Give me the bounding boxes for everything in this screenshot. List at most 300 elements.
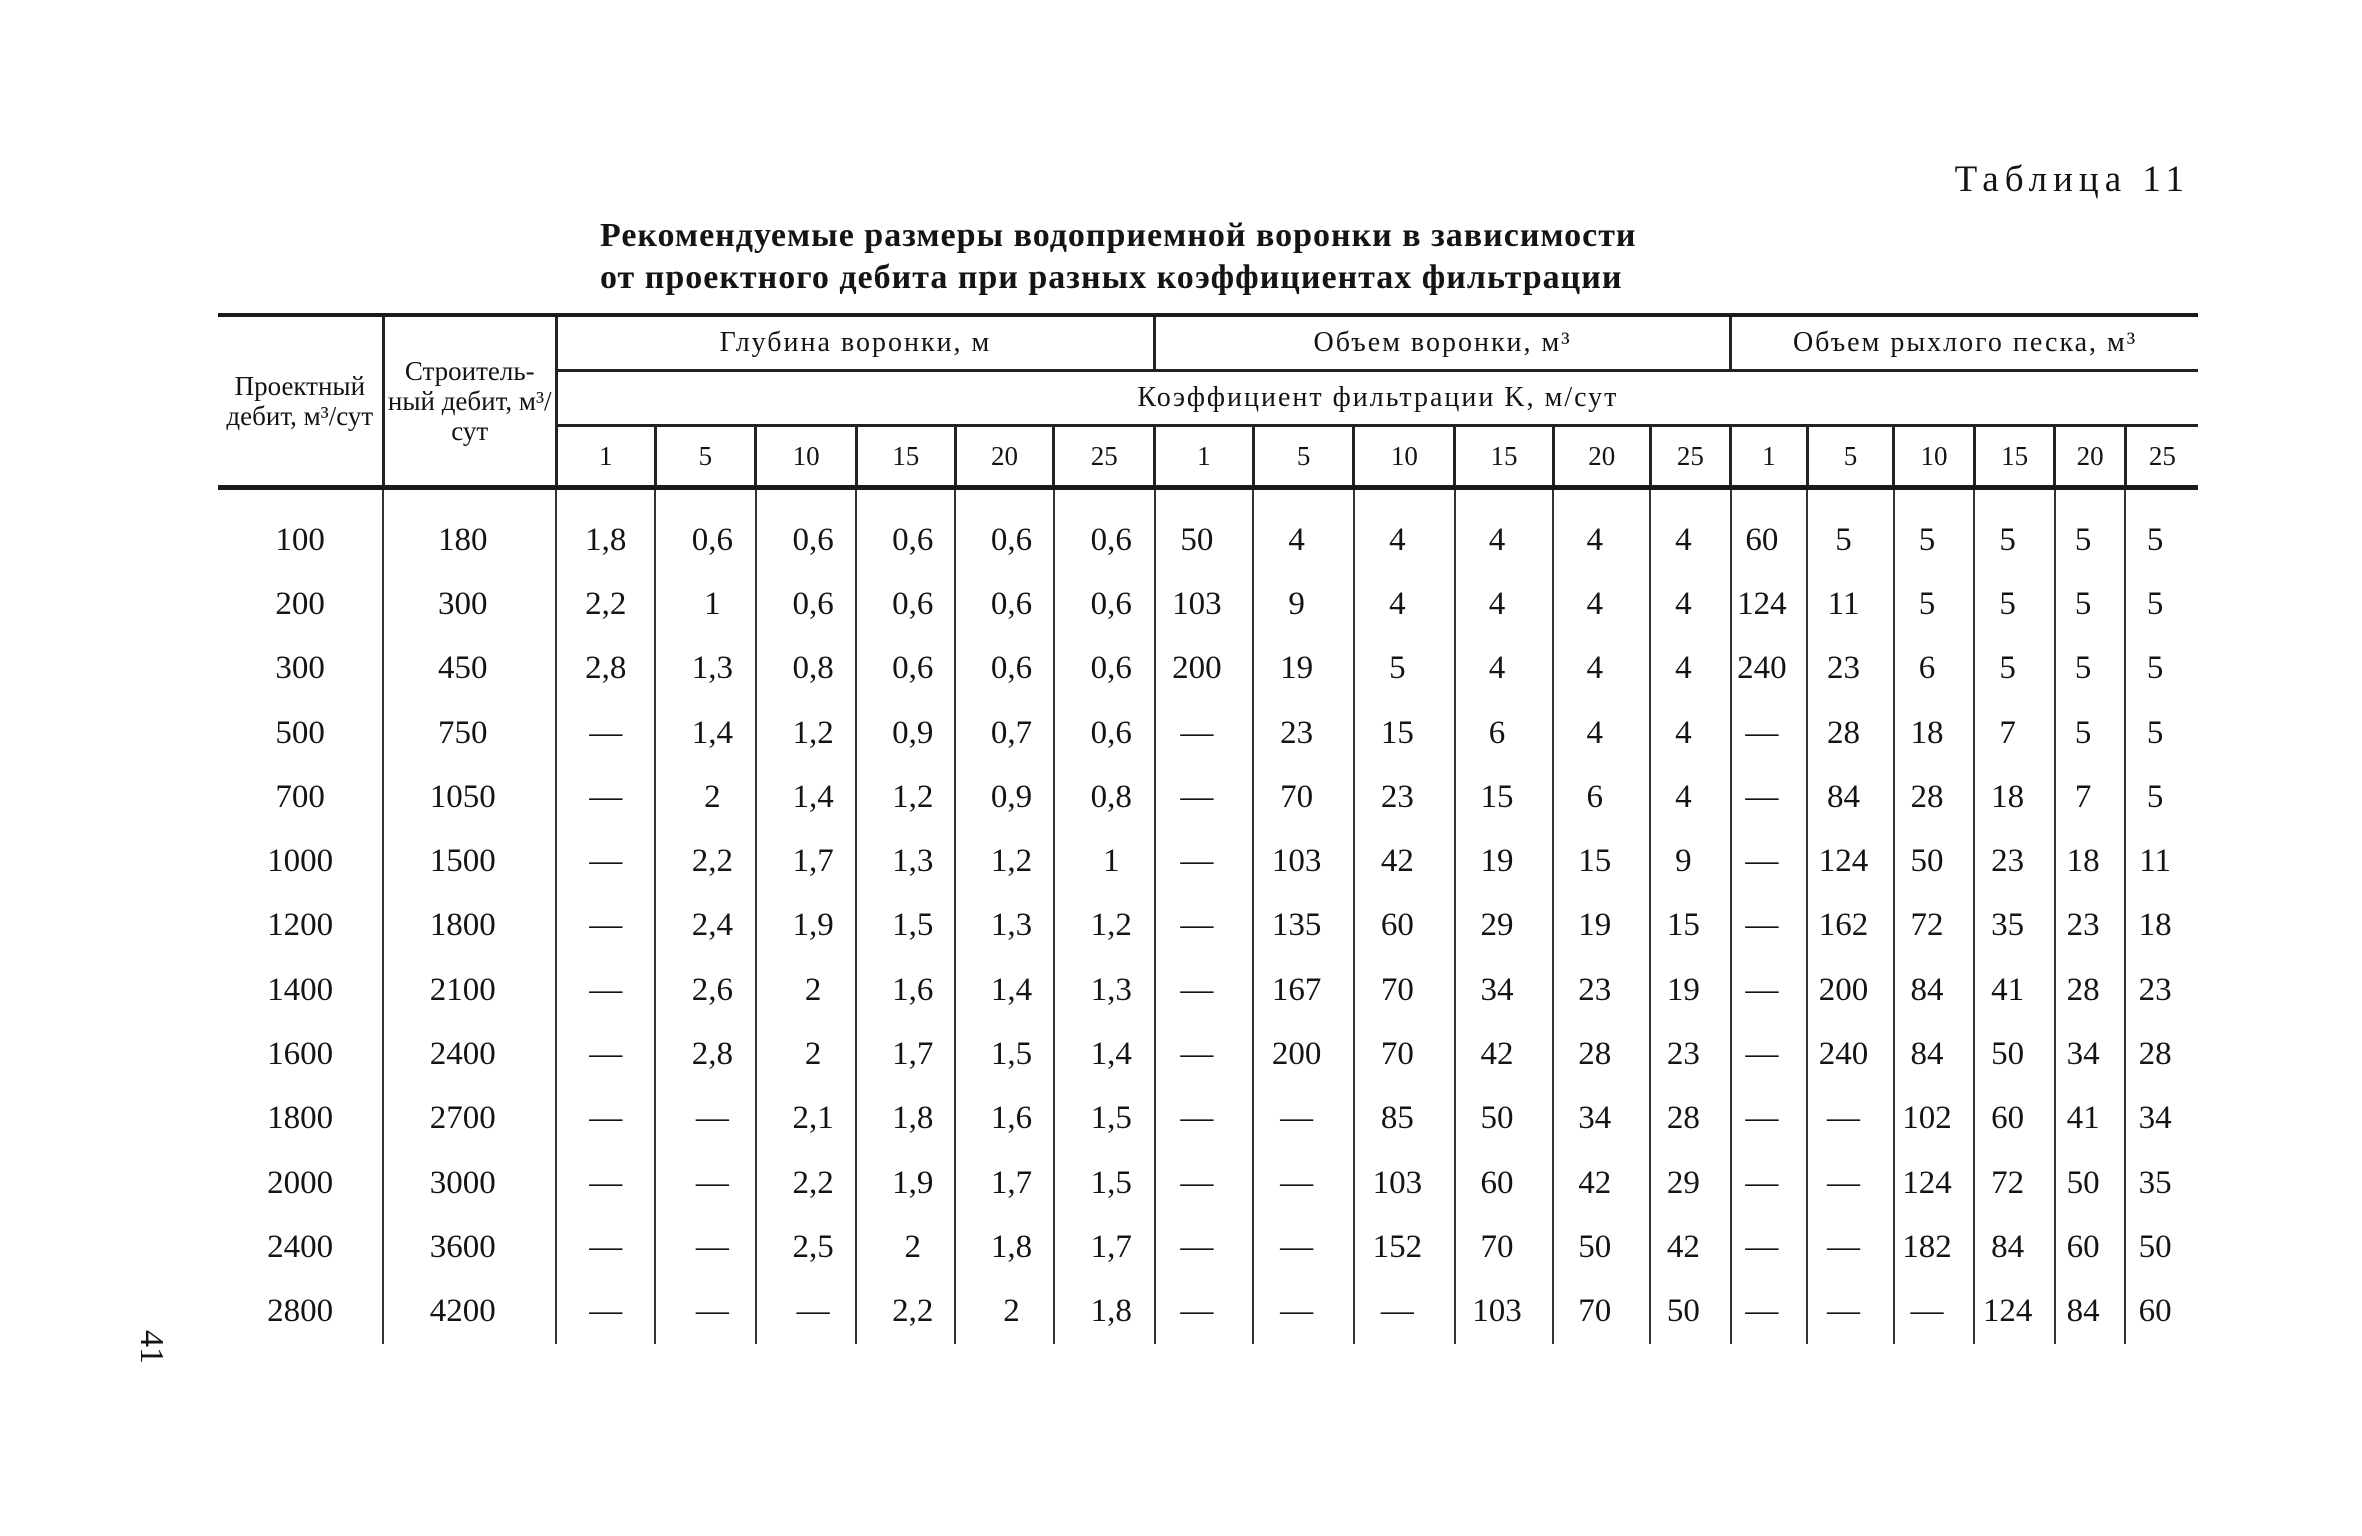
sand-cell: 72 <box>1974 1151 2055 1215</box>
depth-cell: 1,2 <box>955 829 1054 893</box>
sand-cell: 18 <box>2055 829 2125 893</box>
volume-cell: 60 <box>1455 1151 1554 1215</box>
volume-cell: 42 <box>1455 1022 1554 1086</box>
sand-cell: — <box>1731 1087 1808 1151</box>
header-project-flow: Проектный дебит, м³/сут <box>218 315 383 488</box>
project-flow-cell: 200 <box>275 585 325 622</box>
depth-cell: 1,6 <box>856 958 955 1022</box>
sand-cell: 84 <box>1974 1215 2055 1279</box>
table-row <box>218 488 2198 573</box>
sand-cell: 72 <box>1894 894 1975 958</box>
k-value: 1 <box>556 426 655 488</box>
depth-cell: 2 <box>756 1022 857 1086</box>
depth-cell: 1,4 <box>756 765 857 829</box>
sand-cell: 28 <box>1807 701 1894 765</box>
table-row <box>218 1087 2198 1151</box>
depth-cell: 2,2 <box>556 572 655 636</box>
depth-cell: 2,8 <box>655 1022 756 1086</box>
sand-cell: 5 <box>2125 488 2198 573</box>
sand-cell: 124 <box>1974 1280 2055 1344</box>
depth-cell: 1,2 <box>1054 894 1155 958</box>
volume-cell: 15 <box>1650 894 1731 958</box>
depth-cell: — <box>756 1280 857 1344</box>
sand-cell: 5 <box>2055 637 2125 701</box>
table-row <box>218 958 2198 1022</box>
volume-cell: — <box>1253 1087 1354 1151</box>
depth-cell: 2,8 <box>556 637 655 701</box>
k-value: 1 <box>1155 426 1254 488</box>
depth-cell: — <box>556 701 655 765</box>
sand-cell: 34 <box>2055 1022 2125 1086</box>
sand-cell: — <box>1807 1151 1894 1215</box>
sand-cell: — <box>1731 894 1808 958</box>
depth-cell: 1,2 <box>756 701 857 765</box>
depth-cell: 0,6 <box>1054 488 1155 573</box>
depth-cell: 1,4 <box>955 958 1054 1022</box>
depth-cell: 0,6 <box>1054 572 1155 636</box>
volume-cell: 4 <box>1253 488 1354 573</box>
volume-cell: 23 <box>1253 701 1354 765</box>
sand-cell: 124 <box>1807 829 1894 893</box>
sand-cell: 50 <box>2055 1151 2125 1215</box>
depth-cell: 1 <box>1054 829 1155 893</box>
volume-cell: — <box>1155 894 1254 958</box>
sand-cell: 84 <box>1807 765 1894 829</box>
sand-cell: 5 <box>2125 572 2198 636</box>
sand-cell: 11 <box>2125 829 2198 893</box>
volume-cell: 42 <box>1553 1151 1650 1215</box>
depth-cell: 0,6 <box>756 572 857 636</box>
volume-cell: 167 <box>1253 958 1354 1022</box>
project-flow-cell: 1600 <box>267 1036 334 1073</box>
sand-cell: 5 <box>2055 701 2125 765</box>
depth-cell: — <box>556 1280 655 1344</box>
sand-cell: 5 <box>1894 572 1975 636</box>
volume-cell: — <box>1155 1280 1254 1344</box>
sand-cell: — <box>1807 1087 1894 1151</box>
project-flow-cell: 1200 <box>267 907 334 944</box>
volume-cell: 50 <box>1155 488 1254 573</box>
k-value: 20 <box>2055 426 2125 488</box>
construction-flow-cell: 1500 <box>383 829 556 893</box>
table-row <box>218 1215 2198 1279</box>
project-flow-cell: 2400 <box>267 1228 334 1265</box>
header-coefficient: Коэффициент фильтрации K, м/сут <box>556 371 2198 426</box>
volume-cell: 23 <box>1650 1022 1731 1086</box>
volume-cell: — <box>1155 1022 1254 1086</box>
sand-cell: — <box>1731 829 1808 893</box>
k-value: 5 <box>655 426 756 488</box>
volume-cell: 70 <box>1354 1022 1455 1086</box>
sand-cell: 34 <box>2125 1087 2198 1151</box>
depth-cell: 1,3 <box>856 829 955 893</box>
sand-cell: 84 <box>2055 1280 2125 1344</box>
sand-cell: 35 <box>1974 894 2055 958</box>
sand-cell: — <box>1731 1280 1808 1344</box>
header-construction-flow: Строитель-ный дебит, м³/сут <box>383 315 556 488</box>
depth-cell: — <box>556 829 655 893</box>
sand-cell: 5 <box>1974 572 2055 636</box>
depth-cell: 2,2 <box>756 1151 857 1215</box>
construction-flow-cell: 450 <box>383 637 556 701</box>
volume-cell: — <box>1253 1280 1354 1344</box>
depth-cell: 1,4 <box>655 701 756 765</box>
volume-cell: 4 <box>1354 572 1455 636</box>
depth-cell: — <box>556 1151 655 1215</box>
project-flow-cell: 100 <box>275 521 325 558</box>
depth-cell: 0,6 <box>856 572 955 636</box>
sand-cell: 5 <box>2055 572 2125 636</box>
volume-cell: 23 <box>1354 765 1455 829</box>
volume-cell: 4 <box>1553 488 1650 573</box>
depth-cell: 0,6 <box>955 488 1054 573</box>
volume-cell: 15 <box>1455 765 1554 829</box>
volume-cell: 6 <box>1553 765 1650 829</box>
volume-cell: — <box>1155 1151 1254 1215</box>
sand-cell: 124 <box>1731 572 1808 636</box>
sand-cell: 23 <box>1974 829 2055 893</box>
sand-cell: 5 <box>1974 488 2055 573</box>
sand-cell: 5 <box>2125 765 2198 829</box>
volume-cell: 19 <box>1253 637 1354 701</box>
volume-cell: 42 <box>1354 829 1455 893</box>
depth-cell: 1,8 <box>955 1215 1054 1279</box>
sand-cell: 60 <box>1731 488 1808 573</box>
depth-cell: — <box>556 765 655 829</box>
sand-cell: — <box>1731 958 1808 1022</box>
k-value: 15 <box>1455 426 1554 488</box>
volume-cell: 50 <box>1650 1280 1731 1344</box>
depth-cell: 2 <box>856 1215 955 1279</box>
depth-cell: 1,8 <box>556 488 655 573</box>
depth-cell: 1,3 <box>655 637 756 701</box>
sand-cell: — <box>1731 1151 1808 1215</box>
volume-cell: 29 <box>1455 894 1554 958</box>
volume-cell: 9 <box>1650 829 1731 893</box>
table-row <box>218 701 2198 765</box>
sand-cell: 5 <box>2125 701 2198 765</box>
depth-cell: 1,9 <box>756 894 857 958</box>
table-body <box>218 488 2198 1344</box>
k-value: 15 <box>856 426 955 488</box>
depth-cell: 1,7 <box>856 1022 955 1086</box>
depth-cell: — <box>655 1215 756 1279</box>
sand-cell: — <box>1894 1280 1975 1344</box>
depth-cell: — <box>655 1151 756 1215</box>
depth-cell: — <box>556 958 655 1022</box>
depth-cell: 1,6 <box>955 1087 1054 1151</box>
table-row <box>218 829 2198 893</box>
volume-cell: 103 <box>1253 829 1354 893</box>
sand-cell: 18 <box>1894 701 1975 765</box>
depth-cell: 2,4 <box>655 894 756 958</box>
volume-cell: 15 <box>1553 829 1650 893</box>
volume-cell: 152 <box>1354 1215 1455 1279</box>
volume-cell: 4 <box>1650 701 1731 765</box>
sand-cell: 23 <box>1807 637 1894 701</box>
depth-cell: 0,7 <box>955 701 1054 765</box>
construction-flow-cell: 3000 <box>383 1151 556 1215</box>
sand-cell: 6 <box>1894 637 1975 701</box>
construction-flow-cell: 1050 <box>383 765 556 829</box>
depth-cell: 1,5 <box>1054 1087 1155 1151</box>
volume-cell: — <box>1155 829 1254 893</box>
project-flow-cell: 500 <box>275 714 325 751</box>
sand-cell: 23 <box>2055 894 2125 958</box>
sand-cell: 5 <box>1974 637 2055 701</box>
volume-cell: 9 <box>1253 572 1354 636</box>
header-depth-group: Глубина воронки, м <box>556 315 1154 371</box>
construction-flow-cell: 2700 <box>383 1087 556 1151</box>
depth-cell: 2,6 <box>655 958 756 1022</box>
volume-cell: 200 <box>1253 1022 1354 1086</box>
volume-cell: 4 <box>1553 572 1650 636</box>
depth-cell: — <box>556 1215 655 1279</box>
volume-cell: 4 <box>1553 637 1650 701</box>
depth-cell: 1,7 <box>756 829 857 893</box>
data-table <box>218 313 2198 1344</box>
depth-cell: — <box>556 894 655 958</box>
table-caption <box>600 215 1637 299</box>
table-row <box>218 1022 2198 1086</box>
sand-cell: 41 <box>1974 958 2055 1022</box>
sand-cell: 23 <box>2125 958 2198 1022</box>
sand-cell: 5 <box>2125 637 2198 701</box>
depth-cell: 0,6 <box>856 637 955 701</box>
table-row <box>218 1280 2198 1344</box>
sand-cell: — <box>1807 1280 1894 1344</box>
construction-flow-cell: 180 <box>383 488 556 573</box>
sand-cell: 28 <box>2055 958 2125 1022</box>
sand-cell: 240 <box>1807 1022 1894 1086</box>
sand-cell: 84 <box>1894 958 1975 1022</box>
volume-cell: 103 <box>1354 1151 1455 1215</box>
volume-cell: 29 <box>1650 1151 1731 1215</box>
table-row <box>218 637 2198 701</box>
volume-cell: 70 <box>1553 1280 1650 1344</box>
sand-cell: 41 <box>2055 1087 2125 1151</box>
volume-cell: 85 <box>1354 1087 1455 1151</box>
depth-cell: 0,6 <box>655 488 756 573</box>
k-value: 15 <box>1974 426 2055 488</box>
depth-cell: 1,8 <box>1054 1280 1155 1344</box>
volume-cell: 4 <box>1455 637 1554 701</box>
volume-cell: — <box>1354 1280 1455 1344</box>
k-value: 10 <box>1354 426 1455 488</box>
depth-cell: 0,6 <box>856 488 955 573</box>
volume-cell: 70 <box>1354 958 1455 1022</box>
depth-cell: — <box>655 1087 756 1151</box>
sand-cell: 60 <box>1974 1087 2055 1151</box>
k-value: 25 <box>2125 426 2198 488</box>
volume-cell: 70 <box>1253 765 1354 829</box>
depth-cell: 1,3 <box>955 894 1054 958</box>
volume-cell: 19 <box>1455 829 1554 893</box>
construction-flow-cell: 3600 <box>383 1215 556 1279</box>
table-row <box>218 894 2198 958</box>
depth-cell: 0,6 <box>955 572 1054 636</box>
depth-cell: 2 <box>655 765 756 829</box>
volume-cell: — <box>1253 1151 1354 1215</box>
depth-cell: 1,5 <box>955 1022 1054 1086</box>
sand-cell: 5 <box>1807 488 1894 573</box>
depth-cell: 1,5 <box>856 894 955 958</box>
volume-cell: 4 <box>1354 488 1455 573</box>
construction-flow-cell: 2100 <box>383 958 556 1022</box>
sand-cell: 5 <box>1894 488 1975 573</box>
volume-cell: — <box>1155 1215 1254 1279</box>
volume-cell: 60 <box>1354 894 1455 958</box>
volume-cell: 5 <box>1354 637 1455 701</box>
caption-line-1: Рекомендуемые размеры водоприемной воронки в зависимости <box>600 217 1637 254</box>
volume-cell: — <box>1155 958 1254 1022</box>
depth-cell: 0,6 <box>756 488 857 573</box>
volume-cell: 4 <box>1650 488 1731 573</box>
volume-cell: 50 <box>1553 1215 1650 1279</box>
depth-cell: 1,5 <box>1054 1151 1155 1215</box>
construction-flow-cell: 300 <box>383 572 556 636</box>
sand-cell: 28 <box>2125 1022 2198 1086</box>
volume-cell: — <box>1155 1087 1254 1151</box>
sand-cell: — <box>1731 1215 1808 1279</box>
sand-cell: 84 <box>1894 1022 1975 1086</box>
project-flow-cell: 1800 <box>267 1100 334 1137</box>
sand-cell: 5 <box>2055 488 2125 573</box>
volume-cell: — <box>1155 701 1254 765</box>
depth-cell: 1,2 <box>856 765 955 829</box>
volume-cell: 200 <box>1155 637 1254 701</box>
sand-cell: 200 <box>1807 958 1894 1022</box>
volume-cell: 135 <box>1253 894 1354 958</box>
volume-cell: 103 <box>1455 1280 1554 1344</box>
sand-cell: 7 <box>1974 701 2055 765</box>
sand-cell: — <box>1731 701 1808 765</box>
volume-cell: 4 <box>1650 765 1731 829</box>
volume-cell: — <box>1253 1215 1354 1279</box>
sand-cell: 50 <box>1894 829 1975 893</box>
k-value: 20 <box>955 426 1054 488</box>
table-row <box>218 765 2198 829</box>
sand-cell: 50 <box>1974 1022 2055 1086</box>
depth-cell: 1,9 <box>856 1151 955 1215</box>
k-value: 5 <box>1253 426 1354 488</box>
sand-cell: 182 <box>1894 1215 1975 1279</box>
depth-cell: 2,2 <box>655 829 756 893</box>
depth-cell: 1,7 <box>1054 1215 1155 1279</box>
sand-cell: 162 <box>1807 894 1894 958</box>
volume-cell: 19 <box>1553 894 1650 958</box>
project-flow-cell: 1000 <box>267 843 334 880</box>
depth-cell: 0,8 <box>756 637 857 701</box>
depth-cell: 2 <box>955 1280 1054 1344</box>
volume-cell: 4 <box>1455 488 1554 573</box>
page-number: 41 <box>133 1330 170 1364</box>
sand-cell: 60 <box>2055 1215 2125 1279</box>
volume-cell: 50 <box>1455 1087 1554 1151</box>
volume-cell: 34 <box>1455 958 1554 1022</box>
construction-flow-cell: 4200 <box>383 1280 556 1344</box>
sand-cell: 35 <box>2125 1151 2198 1215</box>
depth-cell: 0,6 <box>1054 701 1155 765</box>
table-row <box>218 572 2198 636</box>
k-value: 25 <box>1650 426 1731 488</box>
depth-cell: 1,7 <box>955 1151 1054 1215</box>
sand-cell: 7 <box>2055 765 2125 829</box>
depth-cell: 2,1 <box>756 1087 857 1151</box>
depth-cell: 0,6 <box>1054 637 1155 701</box>
depth-cell: 2 <box>756 958 857 1022</box>
depth-cell: 0,8 <box>1054 765 1155 829</box>
k-value: 20 <box>1553 426 1650 488</box>
volume-cell: 28 <box>1650 1087 1731 1151</box>
project-flow-cell: 1400 <box>267 971 334 1008</box>
project-flow-cell: 2800 <box>267 1293 334 1330</box>
header-volume-group: Объем воронки, м³ <box>1155 315 1731 371</box>
depth-cell: 0,9 <box>955 765 1054 829</box>
header-sand-group: Объем рыхлого песка, м³ <box>1731 315 2198 371</box>
sand-cell: 28 <box>1894 765 1975 829</box>
table-number: Таблица 11 <box>1954 159 2190 200</box>
volume-cell: 4 <box>1650 637 1731 701</box>
volume-cell: 4 <box>1650 572 1731 636</box>
k-value: 10 <box>756 426 857 488</box>
sand-cell: — <box>1731 765 1808 829</box>
k-value: 25 <box>1054 426 1155 488</box>
depth-cell: 2,2 <box>856 1280 955 1344</box>
volume-cell: 28 <box>1553 1022 1650 1086</box>
volume-cell: 34 <box>1553 1087 1650 1151</box>
volume-cell: 4 <box>1553 701 1650 765</box>
volume-cell: 6 <box>1455 701 1554 765</box>
project-flow-cell: 700 <box>275 778 325 815</box>
volume-cell: 70 <box>1455 1215 1554 1279</box>
k-value: 10 <box>1894 426 1975 488</box>
volume-cell: 42 <box>1650 1215 1731 1279</box>
project-flow-cell: 2000 <box>267 1164 334 1201</box>
caption-line-2: от проектного дебита при разных коэффициентах фильтрации <box>600 259 1623 296</box>
sand-cell: 50 <box>2125 1215 2198 1279</box>
depth-cell: 1 <box>655 572 756 636</box>
depth-cell: 2,5 <box>756 1215 857 1279</box>
construction-flow-cell: 1800 <box>383 894 556 958</box>
depth-cell: — <box>655 1280 756 1344</box>
sand-cell: 240 <box>1731 637 1808 701</box>
sand-cell: 18 <box>1974 765 2055 829</box>
volume-cell: 19 <box>1650 958 1731 1022</box>
volume-cell: 4 <box>1455 572 1554 636</box>
volume-cell: 103 <box>1155 572 1254 636</box>
sand-cell: 124 <box>1894 1151 1975 1215</box>
sand-cell: — <box>1807 1215 1894 1279</box>
table-row <box>218 1151 2198 1215</box>
project-flow-cell: 300 <box>275 650 325 687</box>
depth-cell: 0,9 <box>856 701 955 765</box>
depth-cell: 1,8 <box>856 1087 955 1151</box>
sand-cell: 60 <box>2125 1280 2198 1344</box>
depth-cell: 1,3 <box>1054 958 1155 1022</box>
volume-cell: 23 <box>1553 958 1650 1022</box>
depth-cell: 0,6 <box>955 637 1054 701</box>
volume-cell: 15 <box>1354 701 1455 765</box>
construction-flow-cell: 2400 <box>383 1022 556 1086</box>
depth-cell: — <box>556 1022 655 1086</box>
depth-cell: — <box>556 1087 655 1151</box>
sand-cell: 18 <box>2125 894 2198 958</box>
sand-cell: 11 <box>1807 572 1894 636</box>
depth-cell: 1,4 <box>1054 1022 1155 1086</box>
construction-flow-cell: 750 <box>383 701 556 765</box>
sand-cell: 102 <box>1894 1087 1975 1151</box>
